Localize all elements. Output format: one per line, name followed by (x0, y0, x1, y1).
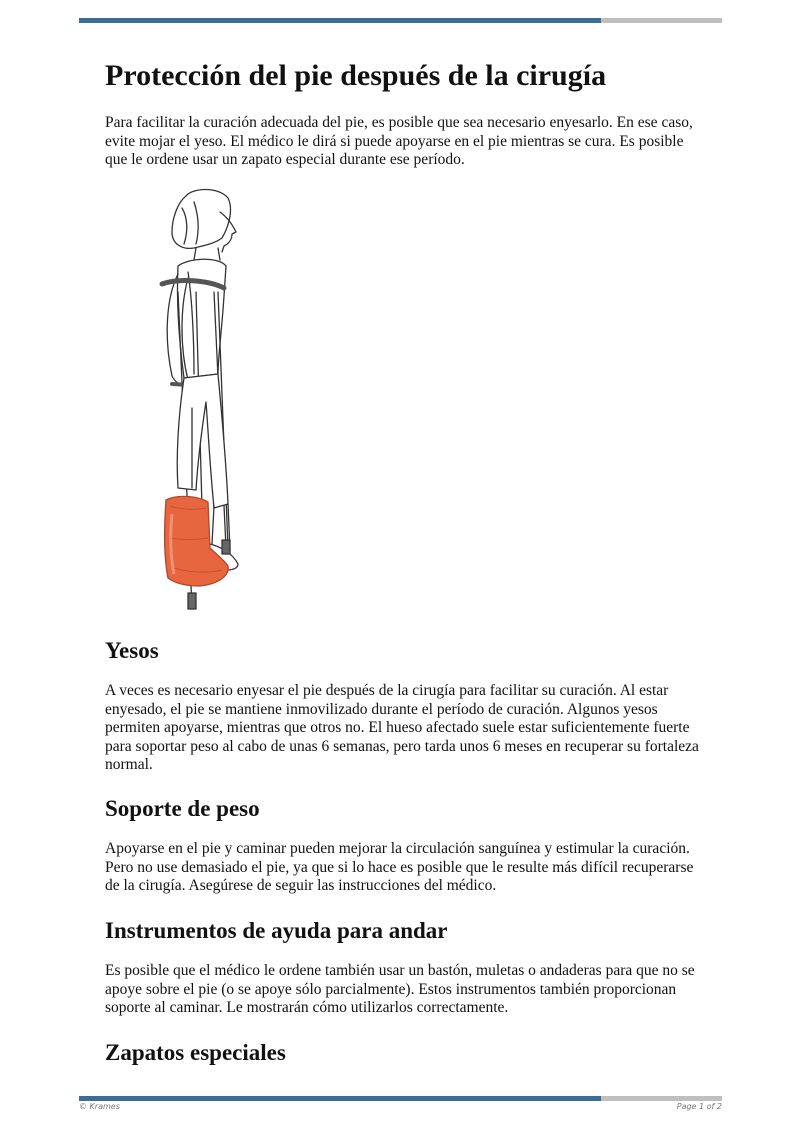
footer-page-number: Page 1 of 2 (676, 1102, 722, 1111)
section-yesos (105, 636, 705, 775)
bottom-rule-accent (79, 1096, 601, 1101)
section-paragraph: Es posible que el médico le ordene también usar un bastón, muletas o andaderas para que no se apoye sobre el pie (o se apoye sólo parcialmente). Estos instrumentos también proporcionan soporte al caminar. Le mostrarán cómo utilizarlos correctamente. (105, 962, 695, 1017)
section-heading: Yesos (105, 638, 159, 663)
top-rule-rest (601, 18, 722, 23)
crutches-icon (148, 188, 248, 613)
bottom-rule-rest (601, 1096, 722, 1101)
page-title: Protección del pie después de la cirugía (105, 59, 607, 92)
bottom-rule (79, 1096, 722, 1101)
woman-on-crutches-illustration (148, 188, 248, 613)
section-heading: Instrumentos de ayuda para andar (105, 918, 448, 943)
document-body (105, 56, 705, 170)
section-zapatos-especiales (105, 1038, 705, 1068)
footer-copyright: © Krames (79, 1102, 120, 1111)
top-rule-accent (79, 18, 601, 23)
top-rule (79, 18, 722, 23)
section-paragraph: Apoyarse en el pie y caminar pueden mejorar la circulación sanguínea y estimular la curación. Pero no use demasiado el pie, ya que si lo hace es posible que le resulte más difícil recuperarse de la cirugía. Asegúrese de seguir las instrucciones del médico. (105, 840, 694, 895)
intro-paragraph: Para facilitar la curación adecuada del pie, es posible que sea necesario enyesarlo. En ese caso, evite mojar el yeso. El médico le dirá si puede apoyarse en el pie mientras se cura. Es posible que le ordene usar un zapato especial durante ese período. (105, 114, 693, 169)
section-heading: Soporte de peso (105, 796, 260, 821)
section-heading: Zapatos especiales (105, 1040, 286, 1065)
section-paragraph: A veces es necesario enyesar el pie después de la cirugía para facilitar su curación. Al estar enyesado, el pie se mantiene inmovilizado durante el período de curación. Algunos yesos permiten apoyarse, mientras que otros no. El hueso afectado suele estar suficientemente fuerte para soportar peso al cabo de unas 6 semanas, pero tarda unos 6 meses en recuperar su fortaleza normal. (105, 682, 699, 774)
section-instrumentos (105, 916, 705, 1018)
section-soporte-de-peso (105, 794, 705, 896)
